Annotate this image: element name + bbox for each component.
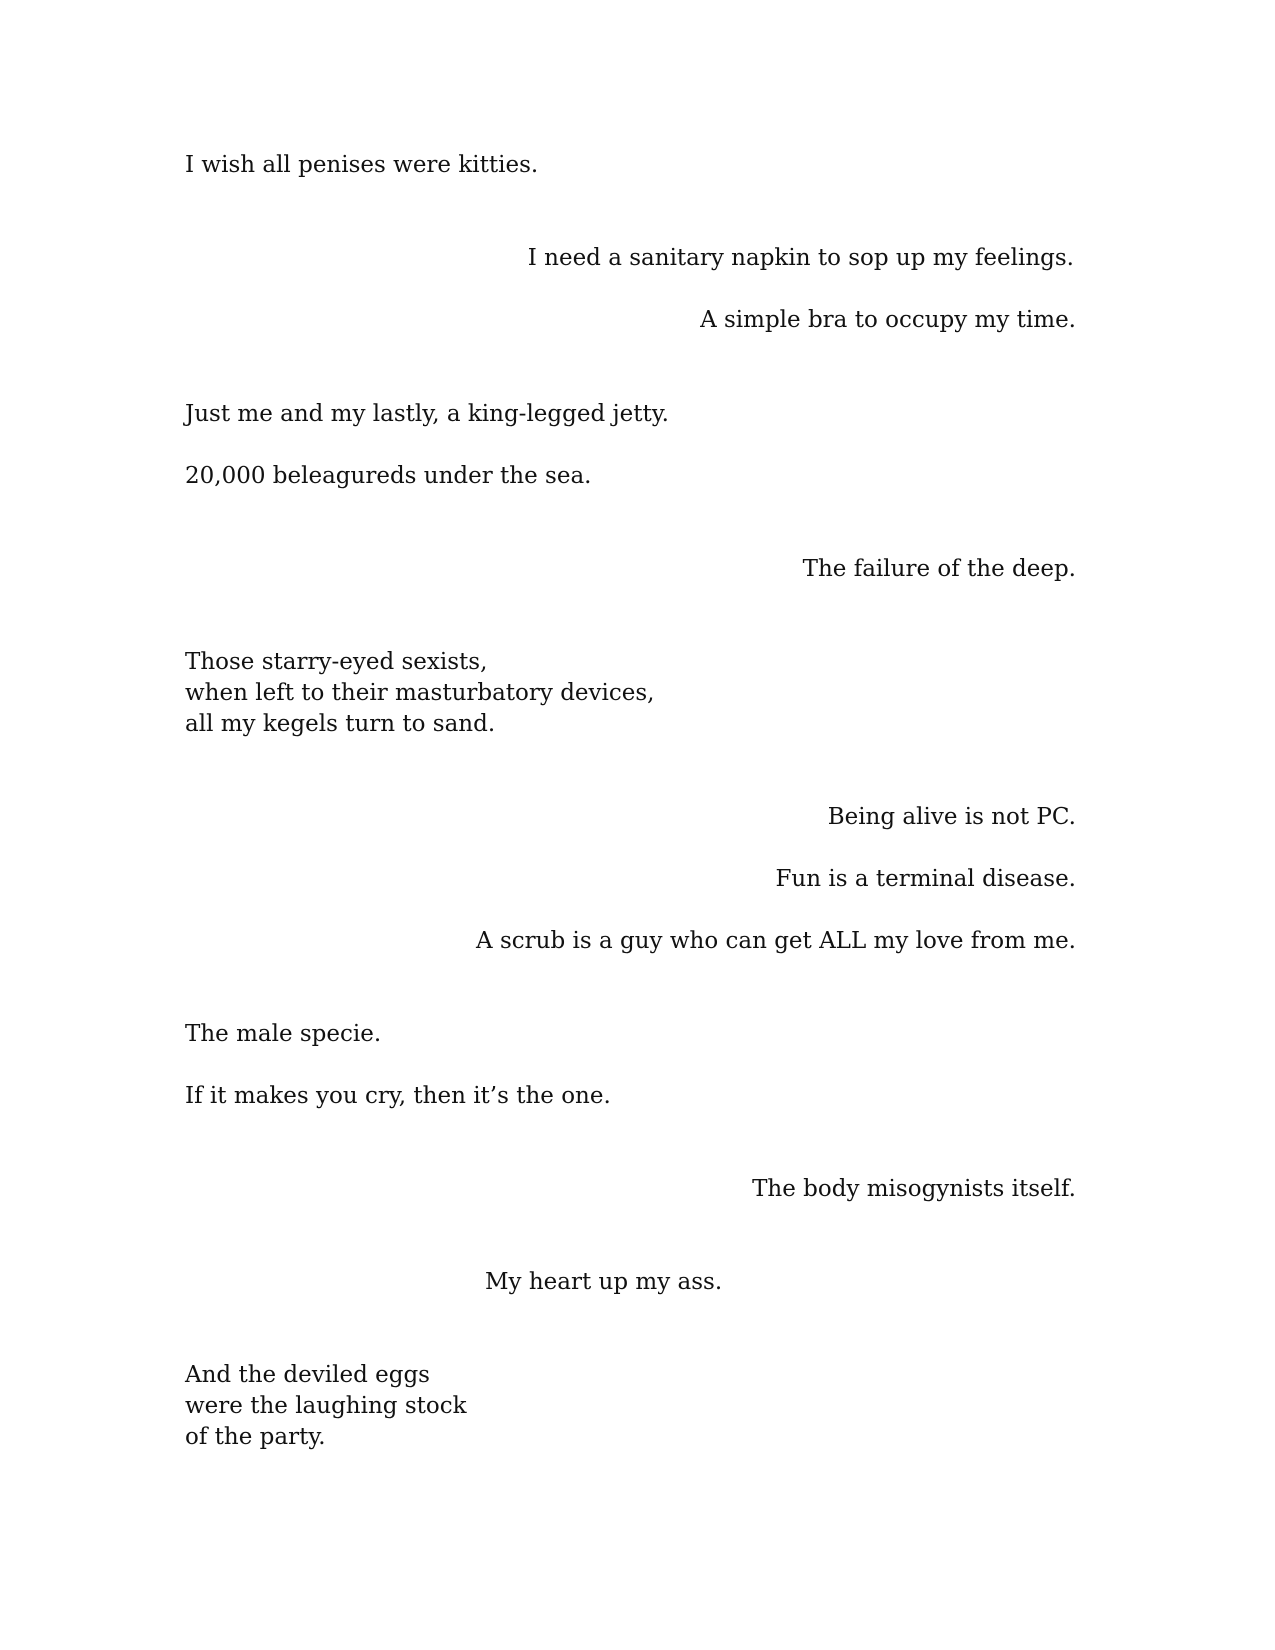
poem-line: were the laughing stock [185, 1393, 467, 1419]
poem-line: I need a sanitary napkin to sop up my feelings. [527, 245, 1074, 271]
poem-line: Those starry-eyed sexists, [185, 649, 488, 675]
poem-line: 20,000 beleagureds under the sea. [185, 463, 592, 489]
poem-line: all my kegels turn to sand. [185, 711, 496, 737]
poem-line: A simple bra to occupy my time. [700, 307, 1076, 333]
poem-line: My heart up my ass. [485, 1269, 723, 1295]
poem-line: Being alive is not PC. [827, 804, 1076, 830]
poem-line: I wish all penises were kitties. [185, 152, 539, 178]
poem-line: The body misogynists itself. [752, 1176, 1076, 1202]
poem-line: Fun is a terminal disease. [775, 866, 1076, 892]
poem-line: The failure of the deep. [802, 556, 1076, 582]
poem-line: A scrub is a guy who can get ALL my love from me. [476, 928, 1076, 954]
poem-line: And the deviled eggs [185, 1362, 430, 1388]
poem-line: The male specie. [185, 1021, 382, 1047]
poem-line: Just me and my lastly, a king-legged jetty. [185, 401, 669, 427]
poem-line: of the party. [185, 1424, 326, 1450]
poem-line: when left to their masturbatory devices, [185, 680, 655, 706]
poem-line: If it makes you cry, then it’s the one. [185, 1083, 611, 1109]
